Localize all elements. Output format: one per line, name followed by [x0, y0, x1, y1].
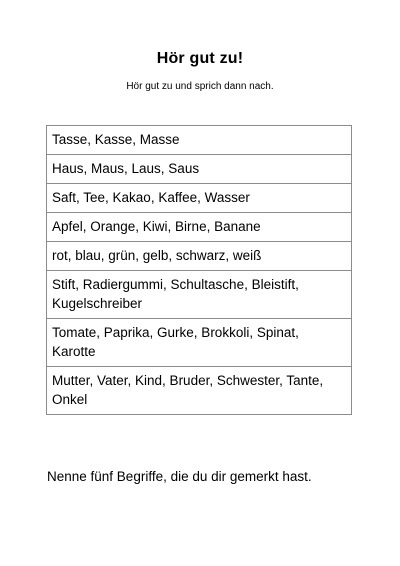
table-row: [47, 213, 352, 242]
table-row: [47, 184, 352, 213]
table-row: [47, 367, 352, 415]
table-cell: rot, blau, grün, gelb, schwarz, weiß: [47, 242, 352, 271]
page-subtitle: Hör gut zu und sprich dann nach.: [126, 81, 274, 92]
table-cell: Tasse, Kasse, Masse: [47, 126, 352, 155]
task-instruction: Nenne fünf Begriffe, die du dir gemerkt hast.: [47, 469, 312, 484]
table-cell: Stift, Radiergummi, Schultasche, Bleistift, Kugelschreiber: [47, 271, 352, 319]
table-row: [47, 155, 352, 184]
table-cell: Apfel, Orange, Kiwi, Birne, Banane: [47, 213, 352, 242]
table-row: [47, 126, 352, 155]
table-cell: Saft, Tee, Kakao, Kaffee, Wasser: [47, 184, 352, 213]
table-row: [47, 271, 352, 319]
page-title: Hör gut zu!: [156, 50, 244, 67]
table-cell: Mutter, Vater, Kind, Bruder, Schwester, Tante, Onkel: [47, 367, 352, 415]
table-row: [47, 319, 352, 367]
table-cell: Haus, Maus, Laus, Saus: [47, 155, 352, 184]
word-table: [46, 125, 352, 415]
table-row: [47, 242, 352, 271]
table-cell: Tomate, Paprika, Gurke, Brokkoli, Spinat, Karotte: [47, 319, 352, 367]
